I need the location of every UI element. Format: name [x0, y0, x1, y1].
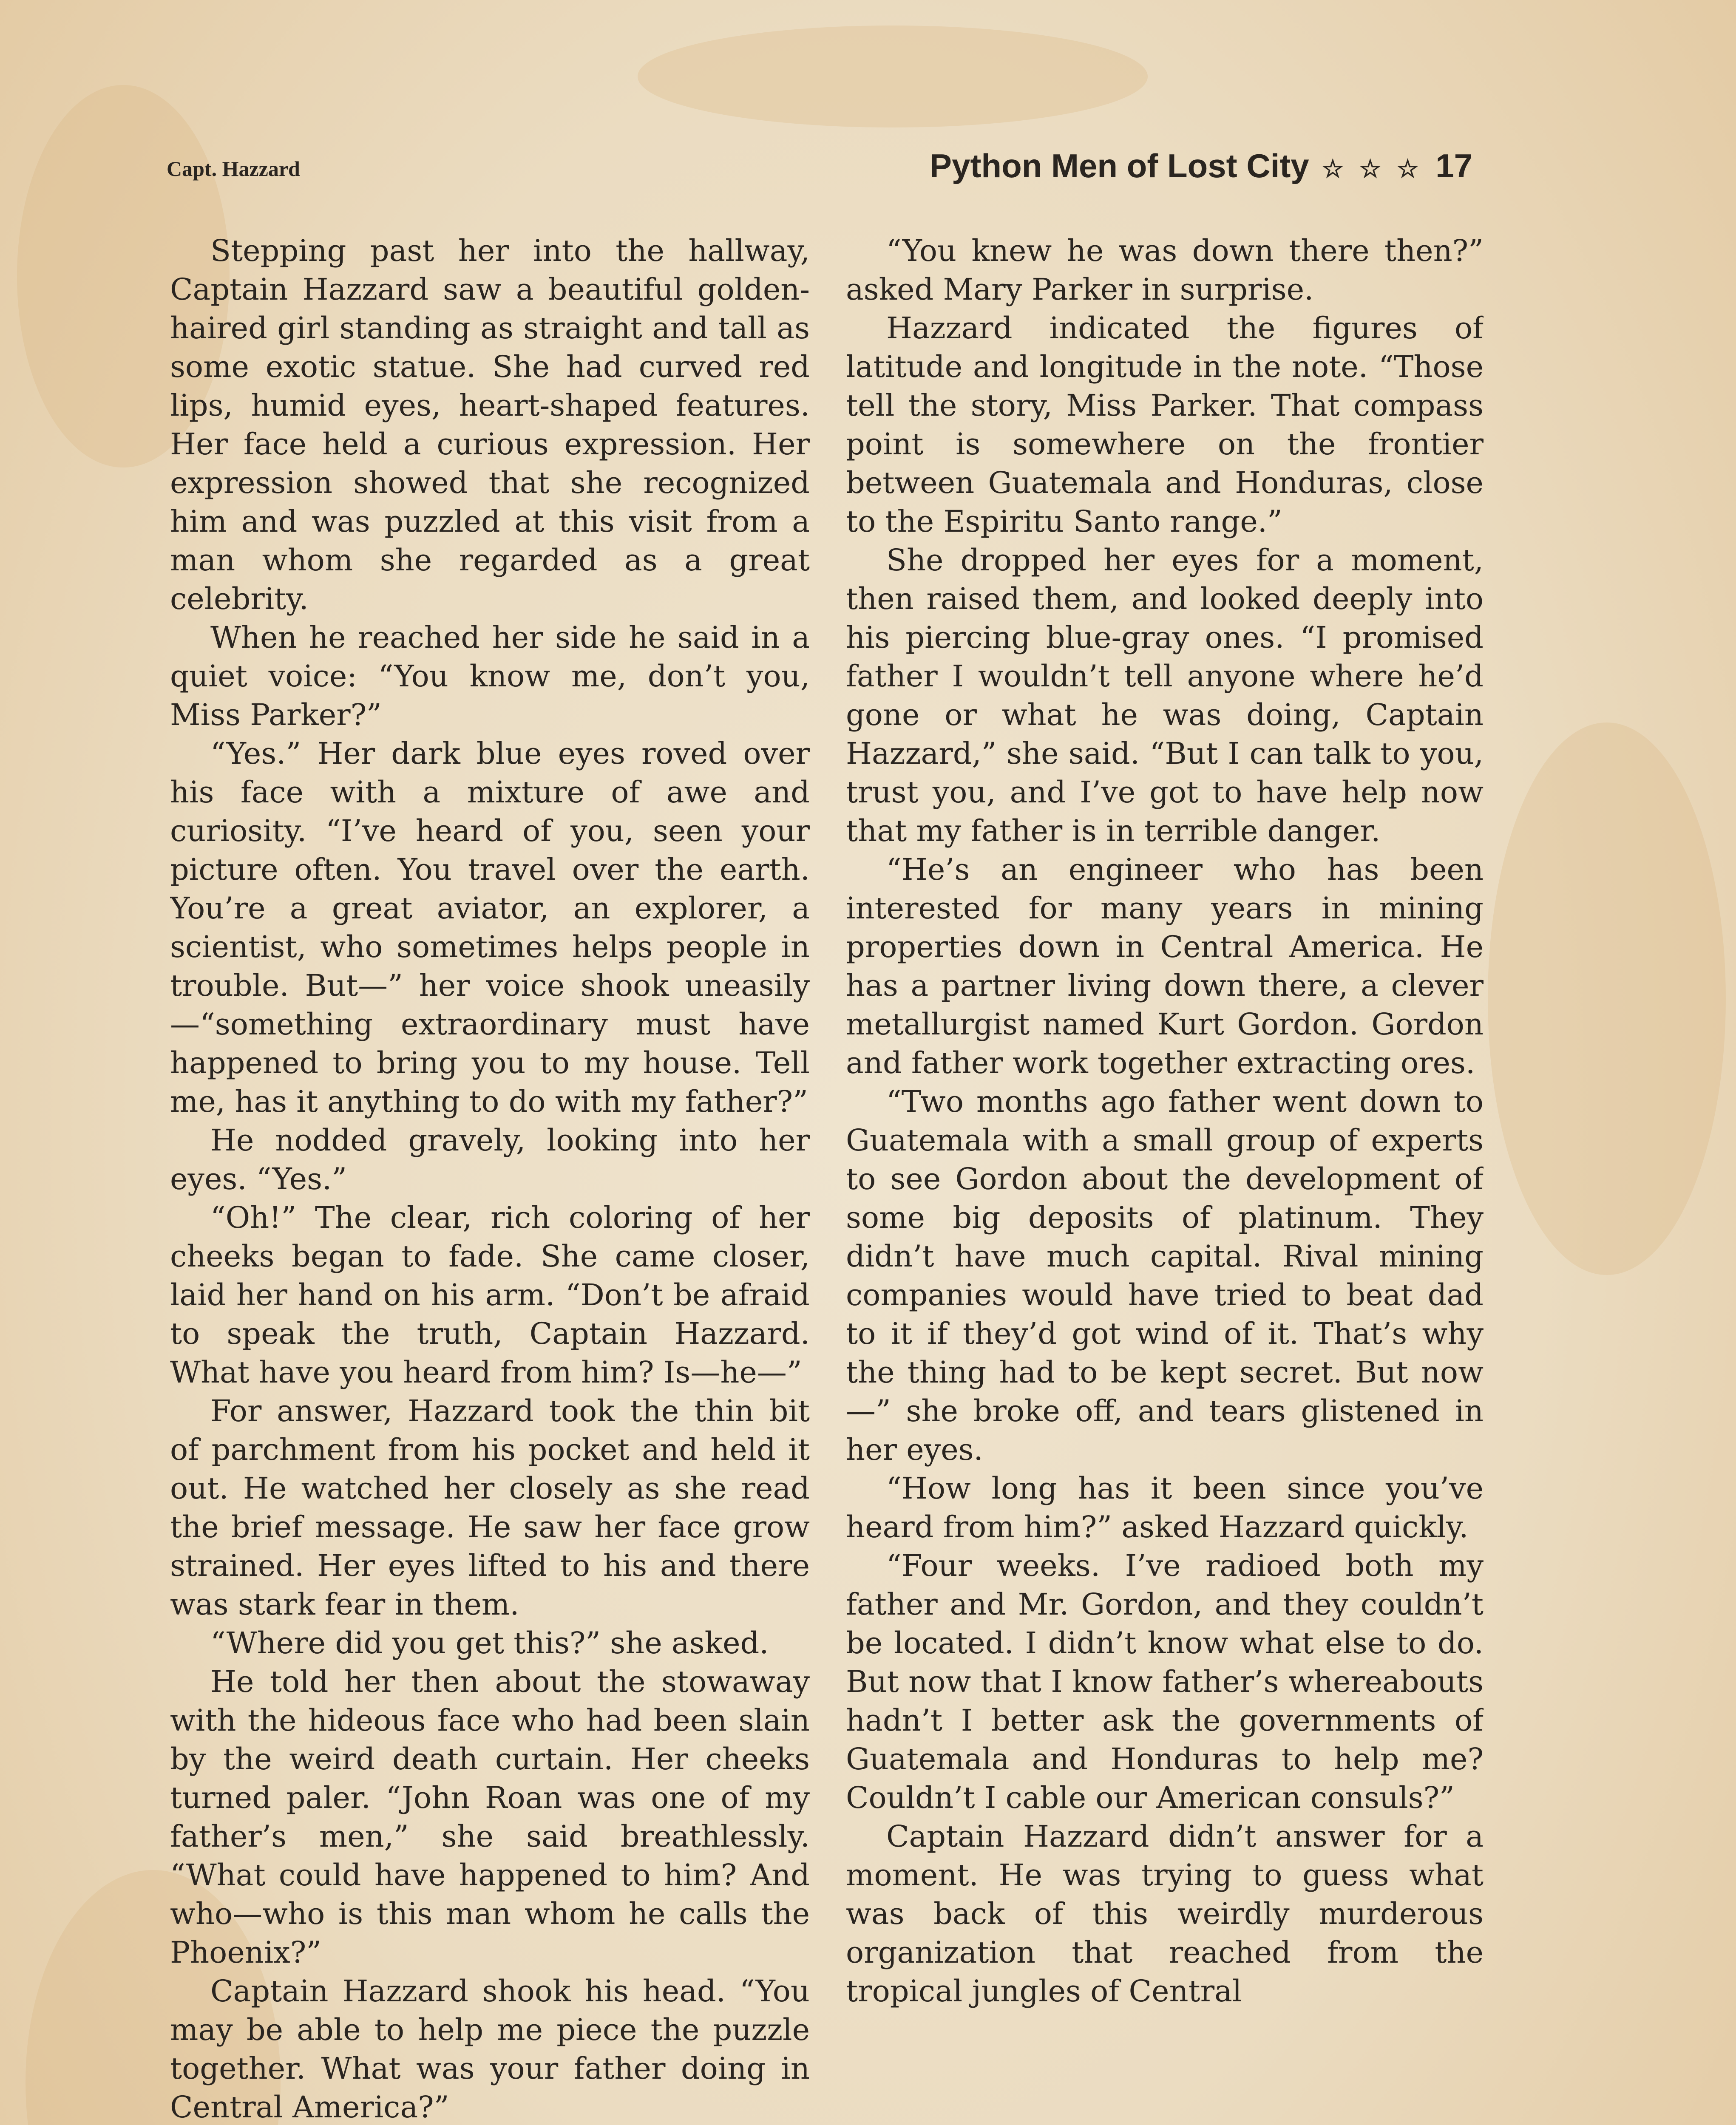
paragraph: “How long has it been since you’ve heard from him?” asked Hazzard quickly. — [846, 1471, 1484, 1544]
paragraph: He nodded gravely, looking into her eyes. “Yes.” — [170, 1123, 810, 1196]
paragraph: Captain Hazzard shook his head. “You may be able to help me piece the puzzle together. What was your father doing in Central America?” — [170, 1974, 810, 2125]
running-header-left: Capt. Hazzard — [167, 157, 300, 181]
paper-stain — [1488, 722, 1726, 1275]
running-header-right — [930, 147, 1472, 185]
paragraph: He told her then about the stowaway with the hideous face who had been slain by the weird death curtain. Her cheeks turned paler. “John Roan was one of my father’s men,” she said breathlessly. “What could have happened to him? And who—who is this man whom he calls the Phoenix?” — [170, 1664, 810, 1970]
paragraph: “Where did you get this?” she asked. — [210, 1626, 769, 1660]
page-number: 17 — [1435, 147, 1472, 184]
paragraph: “He’s an engineer who has been interested for many years in mining properties down in Central America. He has a partner living down there, a clever metallurgist named Kurt Gordon. Gordon and father work together extracting ores. — [846, 852, 1484, 1080]
paragraph: Stepping past her into the hallway, Captain Hazzard saw a beautiful golden-haired girl standing as straight and tall as some exotic statue. She had curved red lips, humid eyes, heart-shaped features. Her face held a curious expression. Her expression showed that she recognized him and was puzzled at this visit from a man whom she regarded as a great celebrity. — [170, 233, 810, 616]
paragraph: She dropped her eyes for a moment, then raised them, and looked deeply into his piercing blue-gray ones. “I promised father I wouldn’t tell anyone where he’d gone or what he was doing, Captain Hazzard,” she said. “But I can talk to you, trust you, and I’ve got to have help now that my father is in terrible danger. — [846, 543, 1484, 848]
paragraph: “Yes.” Her dark blue eyes roved over his face with a mixture of awe and curiosity. “I’ve heard of you, seen your picture often. You travel over the earth. You’re a great aviator, an explorer, a scientist, who sometimes helps people in trouble. But—” her voice shook uneasily—“something extraordinary must have happened to bring you to my house. Tell me, has it anything to do with my father?” — [170, 736, 810, 1119]
paragraph: “Two months ago father went down to Guatemala with a small group of experts to see Gordon about the development of some big deposits of platinum. They didn’t have much capital. Rival mining companies would have tried to beat dad to it if they’d got wind of it. That’s why the thing had to be kept secret. But now—” she broke off, and tears glistened in her eyes. — [846, 1084, 1484, 1467]
paragraph: Captain Hazzard didn’t answer for a moment. He was trying to guess what was back of this weirdly murderous organization that reached from the tropical jungles of Central — [846, 1819, 1484, 2009]
story-title: Python Men of Lost City — [930, 147, 1309, 184]
paragraph: Hazzard indicated the figures of latitude and longitude in the note. “Those tell the story, Miss Parker. That compass point is somewhere on the frontier between Guatemala and Honduras, close to the Espiritu Santo range.” — [846, 311, 1484, 539]
star-ornament: ☆ ☆ ☆ — [1322, 155, 1423, 183]
paragraph: For answer, Hazzard took the thin bit of parchment from his pocket and held it out. He watched her closely as she read the brief message. He saw her face grow strained. Her eyes lifted to his and there was stark fear in them. — [170, 1394, 810, 1622]
left-text-column — [170, 232, 810, 2125]
paragraph: “You knew he was down there then?” asked Mary Parker in surprise. — [846, 233, 1484, 307]
paragraph: “Oh!” The clear, rich coloring of her cheeks began to fade. She came closer, laid her hand on his arm. “Don’t be afraid to speak the truth, Captain Hazzard. What have you heard from him? Is—he—” — [170, 1200, 810, 1390]
paper-stain — [638, 26, 1148, 128]
paragraph: When he reached her side he said in a quiet voice: “You know me, don’t you, Miss Parker?” — [170, 620, 810, 732]
paragraph: “Four weeks. I’ve radioed both my father and Mr. Gordon, and they couldn’t be located. I didn’t know what else to do. But now that I know father’s whereabouts hadn’t I better ask the governments of Guatemala and Honduras to help me? Couldn’t I cable our American consuls?” — [846, 1548, 1484, 1815]
right-text-column — [846, 232, 1484, 2125]
